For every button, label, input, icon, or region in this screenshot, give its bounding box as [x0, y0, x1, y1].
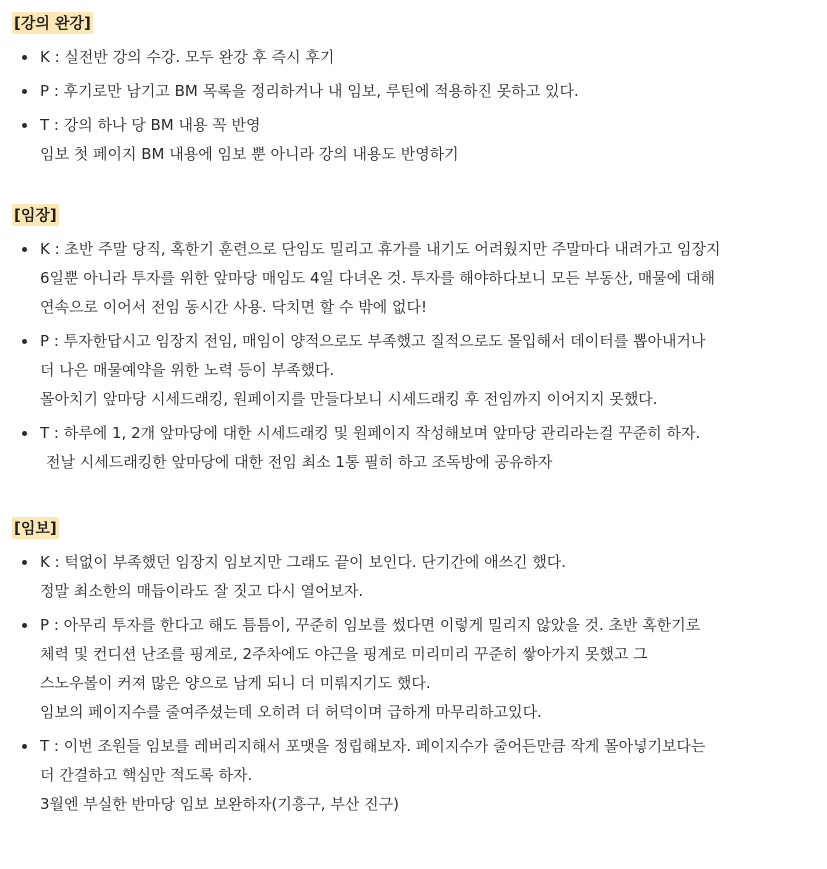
section-heading: [임보] [14, 519, 57, 537]
item-text: P : 후기로만 남기고 BM 목록을 정리하거나 내 임보, 루틴에 적용하진 못하고 있다. [40, 82, 579, 100]
item-text: 6일뿐 아니라 투자를 위한 앞마당 매임도 4일 다녀온 것. 투자를 해야하다보니 모든 부동산, 매물에 대해 [40, 269, 715, 287]
section-site-visit [12, 204, 817, 477]
item-list [12, 235, 817, 477]
bullet-icon [22, 431, 27, 436]
item-text: 연속으로 이어서 전임 동시간 사용. 닥치면 할 수 밖에 없다! [40, 298, 427, 316]
item-text: 임보의 페이지수를 줄여주셨는데 오히려 더 허덕이며 급하게 마무리하고있다. [40, 703, 542, 721]
item-text: 전날 시세드래킹한 앞마당에 대한 전임 최소 1통 필히 하고 조독방에 공유하자 [46, 453, 553, 471]
item-text: K : 실전반 강의 수강. 모두 완강 후 즉시 후기 [40, 48, 335, 66]
item-text: K : 턱없이 부족했던 임장지 임보지만 그래도 끝이 보인다. 단기간에 애쓰긴 했다. [40, 553, 567, 571]
item-list [12, 548, 817, 819]
bullet-icon [22, 623, 27, 628]
bullet-icon [22, 89, 27, 94]
item-text: P : 투자한답시고 임장지 전임, 매임이 양적으로도 부족했고 질적으로도 몰입해서 데이터를 뽑아내거나 [40, 332, 706, 350]
item-text: T : 강의 하나 당 BM 내용 꼭 반영 [40, 116, 261, 134]
bullet-icon [22, 744, 27, 749]
list-item-problem [12, 77, 817, 106]
list-item-keep [12, 43, 817, 72]
list-item-problem [12, 327, 817, 414]
bullet-icon [22, 560, 27, 565]
bullet-icon [22, 123, 27, 128]
list-item-try [12, 419, 817, 477]
list-item-keep [12, 548, 817, 606]
bullet-icon [22, 339, 27, 344]
list-item-keep [12, 235, 817, 322]
item-text: 3월엔 부실한 반마당 임보 보완하자(기흥구, 부산 진구) [40, 795, 399, 813]
section-heading: [임장] [14, 206, 57, 224]
item-text: 임보 첫 페이지 BM 내용에 임보 뿐 아니라 강의 내용도 반영하기 [40, 145, 459, 163]
item-text: 더 나은 매물예약을 위한 노력 등이 부족했다. [40, 361, 335, 379]
item-text: 체력 및 컨디션 난조를 핑계로, 2주차에도 야근을 핑계로 미리미리 꾸준히 쌓아가지 못했고 그 [40, 645, 648, 663]
section-lecture-completion [12, 12, 817, 169]
item-text: 정말 최소한의 매듭이라도 잘 짓고 다시 열어보자. [40, 582, 364, 600]
list-item-try [12, 732, 817, 819]
item-text: 몰아치기 앞마당 시세드래킹, 원페이지를 만들다보니 시세드래킹 후 전임까지 이어지지 못했다. [40, 390, 658, 408]
item-text: K : 초반 주말 당직, 혹한기 훈련으로 단임도 밀리고 휴가를 내기도 어려웠지만 주말마다 내려가고 임장지 [40, 240, 721, 258]
item-text: T : 하루에 1, 2개 앞마당에 대한 시세드래킹 및 원페이지 작성해보며 앞마당 관리라는걸 꾸준히 하자. [40, 424, 701, 442]
bullet-icon [22, 55, 27, 60]
list-item-problem [12, 611, 817, 727]
section-heading: [강의 완강] [14, 14, 91, 32]
item-text: 스노우볼이 커져 많은 양으로 남게 되니 더 미뤄지기도 했다. [40, 674, 431, 692]
list-item-try [12, 111, 817, 169]
section-report [12, 517, 817, 819]
bullet-icon [22, 247, 27, 252]
item-text: T : 이번 조원들 임보를 레버리지해서 포맷을 정립해보자. 페이지수가 줄어든만큼 작게 몰아넣기보다는 [40, 737, 706, 755]
item-text: 더 간결하고 핵심만 적도록 하자. [40, 766, 253, 784]
item-text: P : 아무리 투자를 한다고 해도 틈틈이, 꾸준히 임보를 썼다면 이렇게 밀리지 않았을 것. 초반 혹한기로 [40, 616, 701, 634]
item-list [12, 43, 817, 169]
